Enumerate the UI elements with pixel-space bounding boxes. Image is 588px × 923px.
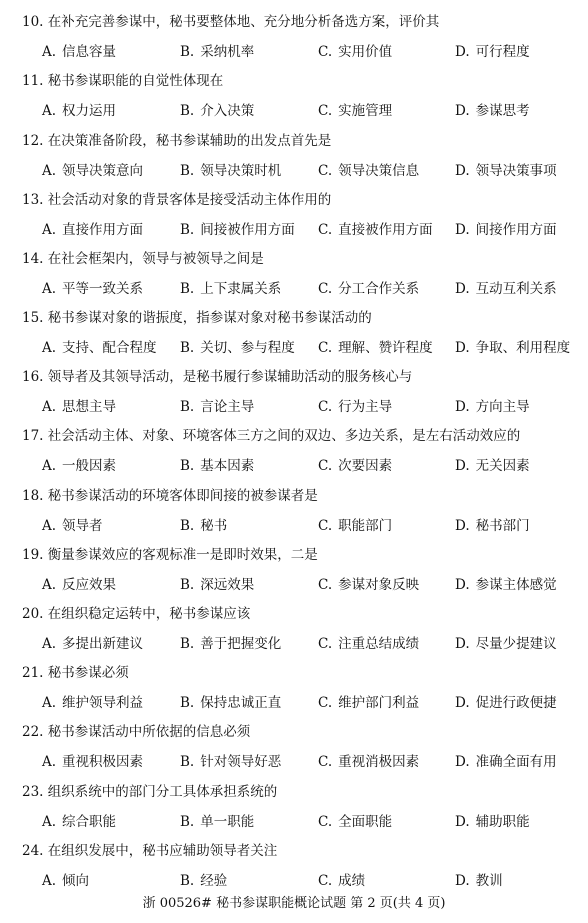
question-stem: 21. 秘书参谋必须	[22, 665, 129, 681]
question-stem: 19. 衡量参谋效应的客观标准一是即时效果，二是	[22, 547, 318, 563]
option-a: A. 领导者	[42, 518, 103, 534]
option-b: B. 领导决策时机	[180, 163, 282, 179]
question-23	[0, 779, 588, 838]
question-stem: 13. 社会活动对象的背景客体是接受活动主体作用的	[22, 192, 332, 208]
question-stem: 23. 组织系统中的部门分工具体承担系统的	[22, 784, 278, 800]
option-c: C. 全面职能	[318, 814, 393, 830]
option-a: A. 信息容量	[42, 44, 117, 60]
question-stem: 18. 秘书参谋活动的环境客体即间接的被参谋者是	[22, 488, 318, 504]
question-14	[0, 246, 588, 305]
question-19	[0, 542, 588, 601]
option-b: B. 介入决策	[180, 103, 255, 119]
option-d: D. 可行程度	[455, 44, 530, 60]
option-c: C. 重视消极因素	[318, 754, 420, 770]
question-stem: 14. 在社会框架内，领导与被领导之间是	[22, 251, 264, 267]
option-b: B. 针对领导好恶	[180, 754, 282, 770]
option-c: C. 维护部门利益	[318, 695, 420, 711]
option-b: B. 善于把握变化	[180, 636, 282, 652]
option-a: A. 思想主导	[42, 399, 117, 415]
question-stem: 12. 在决策准备阶段，秘书参谋辅助的出发点首先是	[22, 133, 332, 149]
option-b: B. 上下隶属关系	[180, 281, 282, 297]
option-c: C. 职能部门	[318, 518, 393, 534]
option-b: B. 保持忠诚正直	[180, 695, 282, 711]
question-stem: 11. 秘书参谋职能的自觉性体现在	[22, 73, 224, 89]
question-stem: 17. 社会活动主体、对象、环境客体三方之间的双边、多边关系，是左右活动效应的	[22, 428, 521, 444]
question-stem: 10. 在补充完善参谋中，秘书要整体地、充分地分析备选方案，评价其	[22, 14, 440, 30]
option-c: C. 注重总结成绩	[318, 636, 420, 652]
option-d: D. 准确全面有用	[455, 754, 557, 770]
option-a: A. 维护领导利益	[42, 695, 144, 711]
option-a: A. 领导决策意向	[42, 163, 144, 179]
question-20	[0, 601, 588, 660]
option-a: A. 直接作用方面	[42, 222, 144, 238]
page-footer: 浙 00526# 秘书参谋职能概论试题 第 2 页(共 4 页)	[142, 896, 446, 911]
option-b: B. 深远效果	[180, 577, 255, 593]
question-12	[0, 128, 588, 187]
option-c: C. 参谋对象反映	[318, 577, 420, 593]
question-stem: 22. 秘书参谋活动中所依据的信息必须	[22, 724, 251, 740]
option-b: B. 基本因素	[180, 458, 255, 474]
option-a: A. 倾向	[42, 873, 90, 889]
option-c: C. 分工合作关系	[318, 281, 420, 297]
option-c: C. 实施管理	[318, 103, 393, 119]
option-d: D. 秘书部门	[455, 518, 530, 534]
option-d: D. 参谋思考	[455, 103, 530, 119]
option-a: A. 反应效果	[42, 577, 117, 593]
option-d: D. 辅助职能	[455, 814, 530, 830]
option-d: D. 参谋主体感觉	[455, 577, 557, 593]
question-10	[0, 9, 588, 68]
question-13	[0, 187, 588, 246]
option-a: A. 一般因素	[42, 458, 117, 474]
option-d: D. 间接作用方面	[455, 222, 557, 238]
option-c: C. 实用价值	[318, 44, 393, 60]
option-a: A. 重视积极因素	[42, 754, 144, 770]
option-b: B. 言论主导	[180, 399, 255, 415]
option-a: A. 权力运用	[42, 103, 117, 119]
option-d: D. 方向主导	[455, 399, 530, 415]
option-c: C. 次要因素	[318, 458, 393, 474]
option-d: D. 教训	[455, 873, 503, 889]
option-d: D. 无关因素	[455, 458, 530, 474]
option-a: A. 综合职能	[42, 814, 117, 830]
option-d: D. 促进行政便捷	[455, 695, 557, 711]
option-d: D. 尽量少提建议	[455, 636, 557, 652]
option-d: D. 争取、利用程度	[455, 340, 571, 356]
option-b: B. 单一职能	[180, 814, 255, 830]
option-b: B. 间接被作用方面	[180, 222, 295, 238]
question-stem: 15. 秘书参谋对象的谐振度，指参谋对象对秘书参谋活动的	[22, 310, 372, 326]
option-b: B. 关切、参与程度	[180, 340, 295, 356]
question-21	[0, 660, 588, 719]
option-a: A. 平等一致关系	[42, 281, 144, 297]
option-c: C. 成绩	[318, 873, 366, 889]
option-b: B. 秘书	[180, 518, 228, 534]
question-17	[0, 423, 588, 482]
question-15	[0, 305, 588, 364]
option-a: A. 多提出新建议	[42, 636, 144, 652]
option-a: A. 支持、配合程度	[42, 340, 157, 356]
option-b: B. 经验	[180, 873, 228, 889]
option-c: C. 领导决策信息	[318, 163, 420, 179]
option-b: B. 采纳机率	[180, 44, 255, 60]
question-18	[0, 483, 588, 542]
option-c: C. 行为主导	[318, 399, 393, 415]
question-16	[0, 364, 588, 423]
option-c: C. 理解、赞许程度	[318, 340, 433, 356]
option-d: D. 领导决策事项	[455, 163, 557, 179]
question-22	[0, 719, 588, 778]
question-11	[0, 68, 588, 127]
question-24	[0, 838, 588, 897]
question-stem: 24. 在组织发展中，秘书应辅助领导者关注	[22, 843, 278, 859]
question-stem: 16. 领导者及其领导活动，是秘书履行参谋辅助活动的服务核心与	[22, 369, 413, 385]
question-stem: 20. 在组织稳定运转中，秘书参谋应该	[22, 606, 251, 622]
option-c: C. 直接被作用方面	[318, 222, 433, 238]
option-d: D. 互动互利关系	[455, 281, 557, 297]
